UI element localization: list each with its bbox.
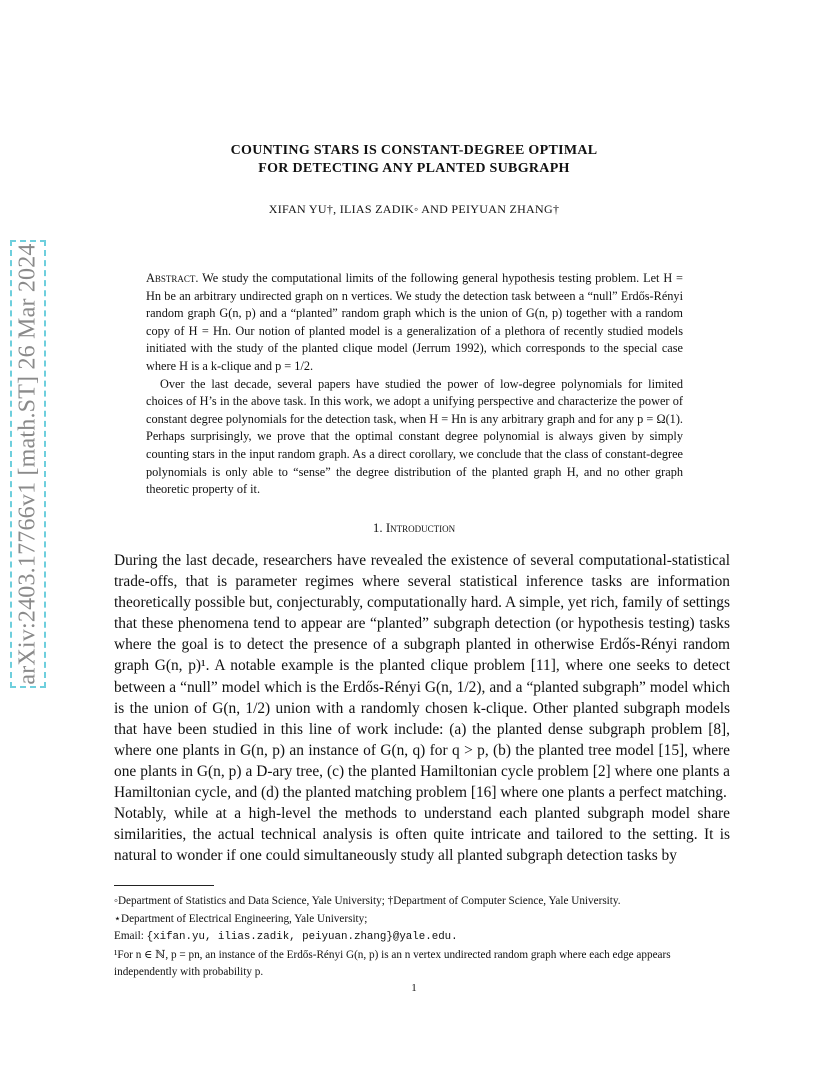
abstract-paragraph-1: [146, 270, 683, 376]
arxiv-id: arXiv:2403.17766v1 [math.ST] 26 Mar 2024: [14, 243, 41, 685]
paper-title: [0, 142, 828, 178]
authors: XIFAN YU†, ILIAS ZADIK◦ AND PEIYUAN ZHANG†: [268, 202, 560, 216]
email-label: Email:: [114, 930, 147, 942]
title-line-2: FOR DETECTING ANY PLANTED SUBGRAPH: [258, 161, 570, 176]
page-number: 1: [411, 982, 417, 994]
body-paragraph-2: Notably, while at a high-level the methods to understand each planted subgraph model share similarities, the actual technical analysis is often quite intricate and tailored to the setting. It is natural to wonder if one could simultaneously study all planted subgraph detection tasks by: [114, 805, 730, 865]
section-heading: 1. Introduction: [372, 520, 456, 535]
email-address[interactable]: {xifan.yu, ilias.zadik, peiyuan.zhang}@yale.edu.: [146, 931, 458, 943]
abstract-p1-text: We study the computational limits of the following general hypothesis testing problem. Let H = Hn be an arbitrary undirected graph on n vertices. We study the detection task between a “null” Erdős-Rényi random graph G(n, p) and a “planted” random graph which is the union of G(n, p) together with a random copy of H = Hn. Our notion of planted model is a generalization of a plethora of recently studied models initiated with the study of the planted clique model (Jerrum 1992), which corresponds to the special case where H is a k-clique and p = 1/2.: [146, 271, 683, 373]
body-text: [114, 550, 730, 866]
footnote-email: [114, 928, 730, 947]
abstract-label: Abstract.: [146, 271, 199, 285]
footnotes: [114, 893, 730, 982]
abstract: [146, 270, 683, 499]
footnote-rule: [114, 885, 214, 886]
footnote-ee: ⋆Department of Electrical Engineering, Yale University;: [114, 912, 368, 925]
footnote-affiliations: ◦Department of Statistics and Data Science, Yale University; †Department of Computer Science, Yale University.: [114, 895, 621, 907]
footnote-1: ¹For n ∈ ℕ, p = pn, an instance of the Erdős-Rényi G(n, p) is an n vertex undirected random graph where each edge appears independently with probability p.: [114, 948, 671, 978]
abstract-paragraph-2: Over the last decade, several papers have studied the power of low-degree polynomials for limited choices of H’s in the above task. In this work, we adopt a unifying perspective and characterize the power of constant degree polynomials for the detection task, when H = Hn is any arbitrary graph and for any p = Ω(1). Perhaps surprisingly, we prove that the optimal constant degree polynomial is always given by simply counting stars in the input random graph. As a direct corollary, we conclude that the class of constant-degree polynomials is only able to “sense” the degree distribution of the planted graph H, and no other graph theoretic property of it.: [146, 376, 683, 497]
body-paragraph-1: During the last decade, researchers have revealed the existence of several computational-statistical trade-offs, that is parameter regimes where several statistical inference tasks are information theoretically possible but, conjecturably, computationally hard. A simple, yet rich, family of settings that these phenomena tend to appear are “planted” subgraph detection (or hypothesis testing) tasks where the goal is to detect the presence of a subgraph planted in otherwise Erdős-Rényi random graph G(n, p)¹. A notable example is the planted clique problem [11], where one seeks to detect between a “null” model which is the Erdős-Rényi G(n, 1/2), and a “planted subgraph” model which is the union of G(n, 1/2) union with a randomly chosen k-clique. Other planted subgraph models that have been studied in this line of work include: (a) the planted dense subgraph problem [8], where one plants in G(n, p) an instance of G(n, q) for q > p, (b) the planted tree model [15], where one plants in G(n, p) a D-ary tree, (c) the planted Hamiltonian cycle problem [2] where one plants a Hamiltonian cycle, and (d) the planted matching problem [16] where one plants a perfect matching.: [114, 552, 730, 802]
title-line-1: COUNTING STARS IS CONSTANT-DEGREE OPTIMAL: [230, 143, 598, 158]
arxiv-stamp: [10, 240, 46, 688]
